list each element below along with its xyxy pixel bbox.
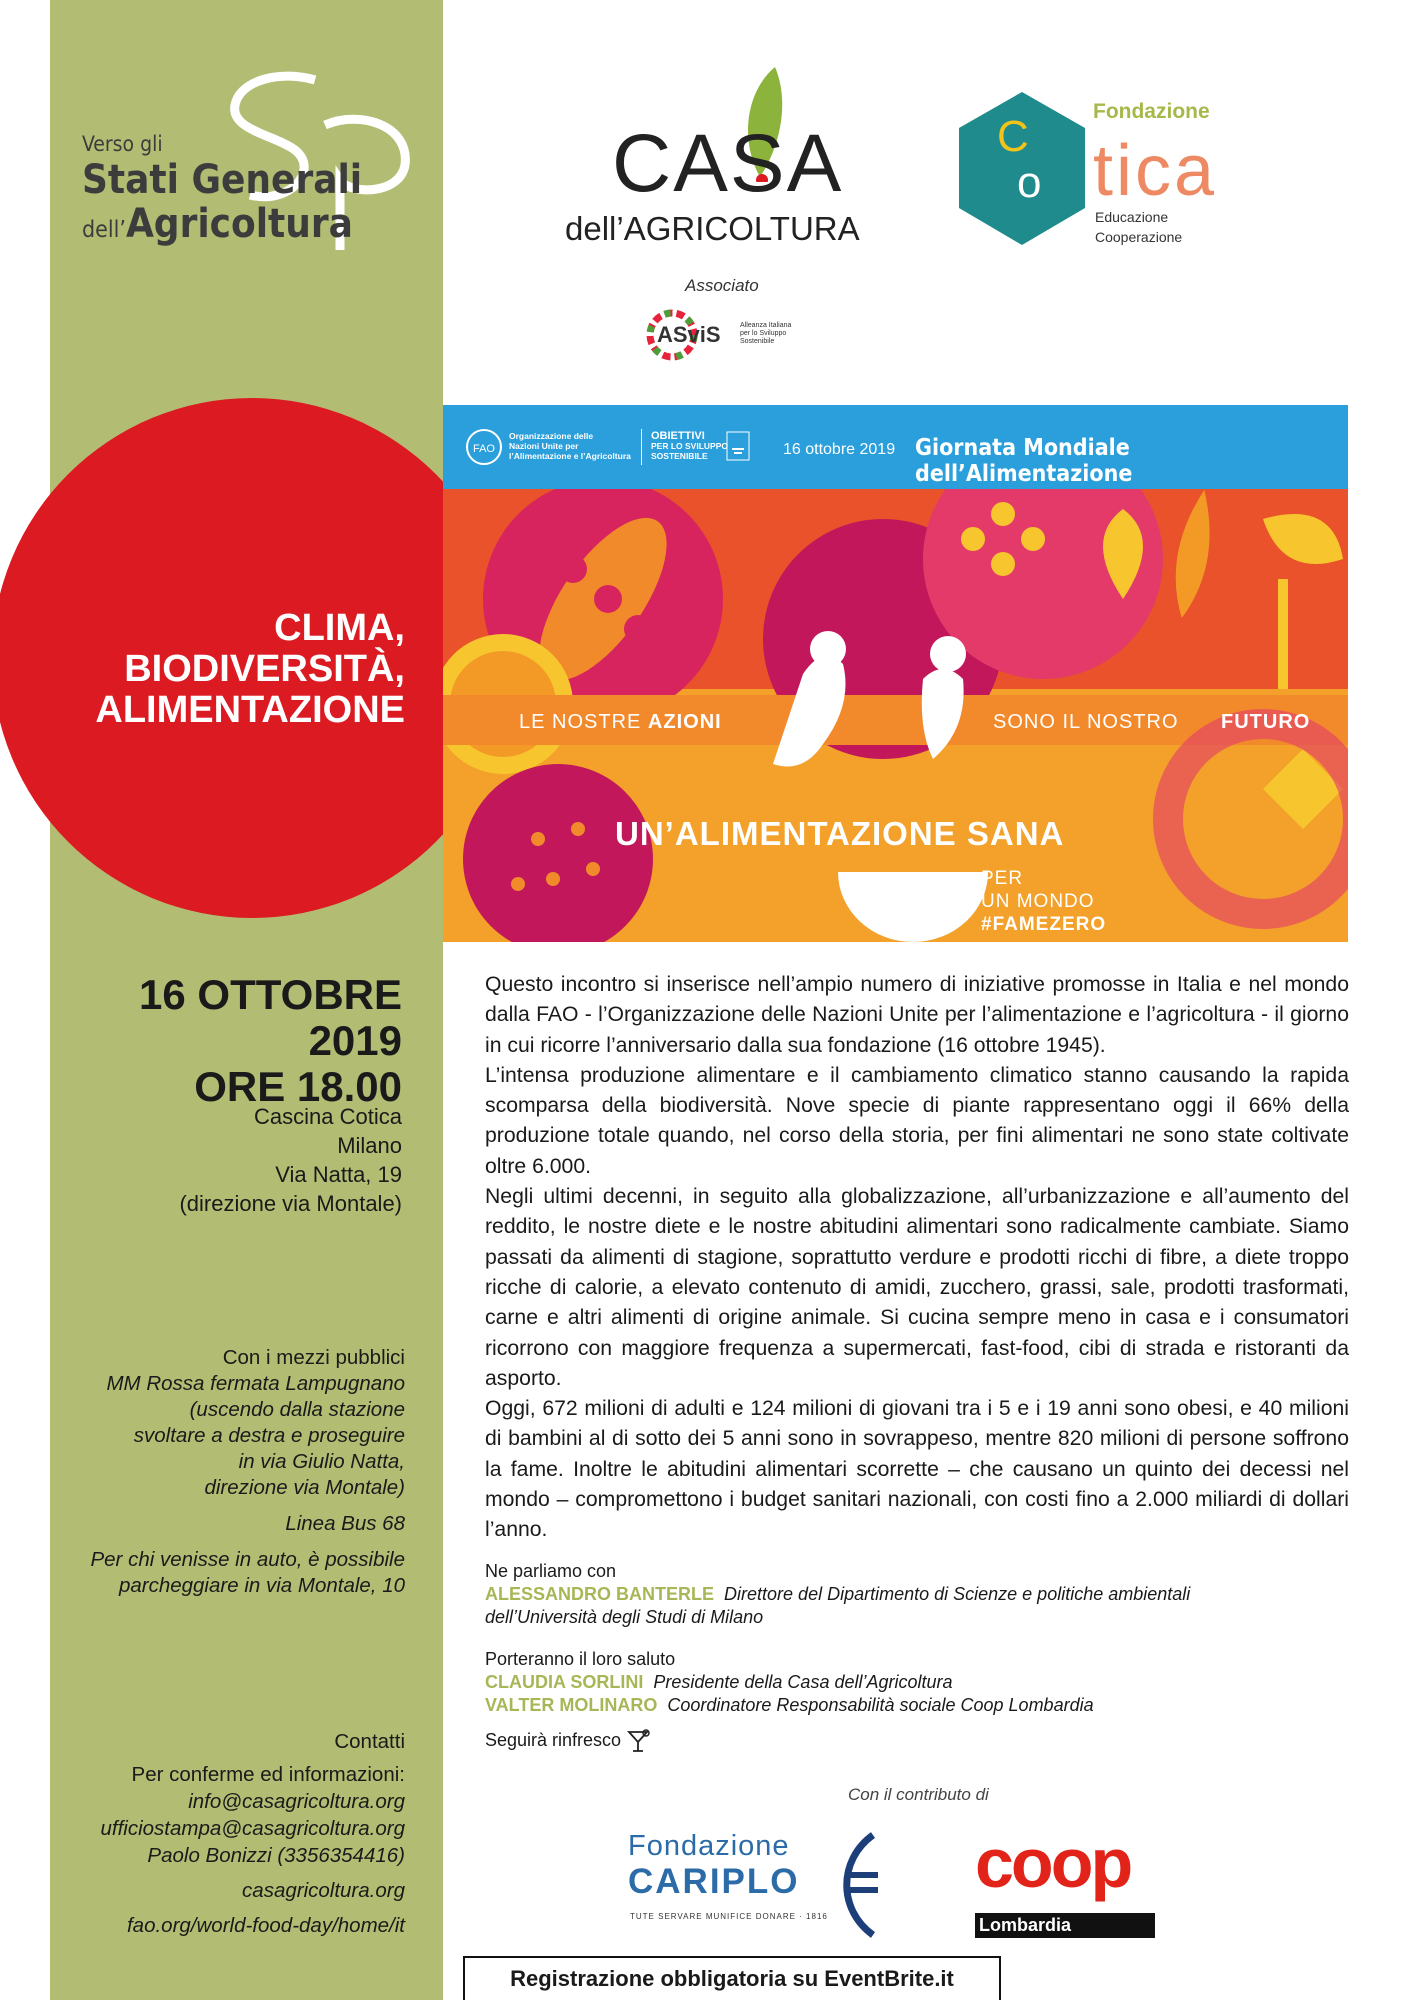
asvis-logo [645,300,800,370]
coop-region: Lombardia [975,1913,1155,1938]
band-left-a: LE NOSTRE [519,711,648,733]
banner-title: Giornata Mondiale dell’Alimentazione [915,435,1133,487]
event-date [60,972,402,1110]
description-paragraph: Questo incontro si inserisce nell’ampio numero di iniziative promosse in Italia e nel mondo dalla FAO - l’Organizzazione delle Nazioni Unite per l’alimentazione e l’agricoltura - il giorno in cui ricorre l’anniversario dalla sua fondazione (16 ottobre 1945). [485,973,1349,1057]
date-line: 2019 [308,1017,402,1064]
speaker-role: dell’Università degli Studi di Milano [485,1607,764,1627]
banner-headline: UN’ALIMENTAZIONE SANA [615,815,1065,852]
sdg-line: OBIETTIVI [651,430,705,442]
sdg2-icon [726,431,750,461]
speaker-1 [485,1583,1345,1606]
venue-line: Milano [337,1133,402,1158]
fao-banner-header [443,405,1348,489]
speaker-name: CLAUDIA SORLINI [485,1672,644,1692]
agricoltura-word: dell’AGRICOLTURA [565,210,860,247]
fao-artwork [443,489,1348,942]
speaker-3 [485,1694,1345,1717]
fao-org-line: Organizzazione delle [509,431,594,441]
title-line: BIODIVERSITÀ, [124,648,405,690]
description-paragraph: Oggi, 672 milioni di adulti e 124 milioni di giovani tra i 5 e i 19 anni sono obesi, e 40 milioni di bambini al di sotto dei 5 anni sono in sovrappeso, mentre 820 milioni di persone soffrono la fame. Inoltre le abitudini alimentari scorrette – che causano un quinto dei decessi nel mondo – compromettono i budget sanitari nazionali, con costi fino a 2.000 miliardi di dollari l’anno. [485,1397,1349,1542]
coop-lombardia-logo [975,1824,1155,1940]
cariplo-motto: TUTE SERVARE MUNIFICE DONARE · 1816 [630,1912,828,1921]
speaker-role: Coordinatore Responsabilità sociale Coop Lombardia [667,1695,1094,1715]
speaker-role: Direttore del Dipartimento di Scienze e politiche ambientali [724,1584,1191,1604]
transport-line: direzione via Montale) [204,1476,405,1499]
venue [60,1102,402,1218]
asvis-sub-line: Alleanza Italiana [740,322,792,329]
cotica-fondazione: Fondazione [1093,100,1210,123]
speaker-name: VALTER MOLINARO [485,1695,658,1715]
phone-contact: Paolo Bonizzi (3356354416) [147,1844,405,1867]
date-line: 16 OTTOBRE [139,971,402,1018]
cotica-sub [1095,207,1182,247]
logo-line2 [82,202,362,252]
venue-line: Cascina Cotica [254,1104,402,1129]
fao-org-line: l’Alimentazione e l’Agricoltura [509,451,631,461]
asvis-sub-line: per lo Sviluppo [740,330,787,337]
banner-per [981,867,1106,936]
header-divider [641,429,642,465]
banner-hashtag: #FAMEZERO [981,914,1107,935]
banner-per-line: PER [981,868,1024,889]
contacts [60,1728,405,1939]
associato-label: Associato [685,276,759,295]
cotica-word: tica [1093,131,1218,211]
venue-line: Via Natta, 19 [275,1162,402,1187]
website-link[interactable]: casagricoltura.org [242,1879,405,1902]
sdg-line: PER LO SVILUPPO [651,441,728,451]
email-link[interactable]: ufficiostampa@casagricoltura.org [100,1817,405,1840]
speakers-intro: Ne parliamo con [485,1561,617,1581]
logo-line1: Stati Generali [82,157,363,203]
car-line: parcheggiare in via Montale, 10 [118,1574,405,1597]
title-line: CLIMA, [274,607,405,649]
coop-word: coop [975,1824,1131,1902]
svg-text:FAO: FAO [472,443,496,455]
cotica-sub-line: Cooperazione [1095,229,1183,245]
transport-line: svoltare a destra e proseguire [133,1424,405,1447]
speaker-role: Presidente della Casa dell’Agricoltura [653,1672,953,1692]
website-link[interactable]: fao.org/world-food-day/home/it [126,1914,405,1937]
fao-emblem-icon [465,428,503,466]
asvis-word: ASviS [657,322,721,347]
logo-line2-main: Agricoltura [125,201,353,247]
asvis-sub [740,322,791,346]
contacts-heading: Contatti [334,1730,405,1753]
cocktail-glass-icon [626,1728,652,1754]
car-line: Per chi venisse in auto, è possibile [90,1548,405,1571]
fondazione-cotica-logo [955,90,1275,260]
time-line: ORE 18.00 [194,1063,402,1110]
stati-generali-logo [82,70,442,270]
speaker-name: ALESSANDRO BANTERLE [485,1584,715,1604]
event-description [485,970,1349,1546]
bus-line: Linea Bus 68 [285,1512,405,1535]
band-left-text [519,711,722,734]
logo-pre-text: Verso gli [82,132,163,156]
sdg-line: SOSTENIBILE [651,451,708,461]
fao-org-line: Nazioni Unite per [509,441,579,451]
refresh-line [485,1728,1345,1754]
asvis-sub-line: Sostenibile [740,338,775,345]
casa-word: CASA [612,118,844,209]
transport-line: (uscendo dalla stazione [189,1398,405,1421]
speaker-2 [485,1671,1345,1694]
email-link[interactable]: info@casagricoltura.org [188,1790,405,1813]
band-right-text: FUTURO [1221,711,1311,733]
cotica-sub-line: Educazione [1095,209,1169,225]
fao-org-name [509,431,631,461]
transport-info [60,1345,405,1599]
contribution-label: Con il contributo di [848,1785,989,1804]
banner-per-line: UN MONDO [981,891,1095,912]
casa-agricoltura-logo [565,62,880,262]
description-paragraph: Negli ultimi decenni, in seguito alla globalizzazione, all’urbanizzazione e all’aumento del reddito, le nostre diete e le nostre abitudini alimentari sono radicalmente cambiate. Siamo passati da alimenti di stagione, soprattutto verdure e prodotti ricchi di fibre, a diete troppo ricche di calorie, a elevato contenuto di amidi, zucchero, grassi, sale, prodotti trasformati, carne e altri alimenti di origine animale. Si cucina sempre meno in casa e i consumatori ricorrono con maggiore frequenza a supermercati, fast-food, cibi di strada e ristoranti da asporto. [485,1185,1349,1390]
transport-line: MM Rossa fermata Lampugnano [106,1372,405,1395]
cotica-o-letter: o [1017,158,1042,207]
banner-date: 16 ottobre 2019 [783,441,896,458]
speakers-section [485,1560,1345,1754]
registration-notice: Registrazione obbligatoria su EventBrite.it [463,1956,1001,2000]
transport-line: in via Giulio Natta, [238,1450,405,1473]
refresh-text: Seguirà rinfresco [485,1729,622,1750]
logo-main-text [82,158,362,252]
cotica-c-letter: C [997,112,1029,161]
transport-heading: Con i mezzi pubblici [222,1346,405,1369]
fao-world-food-day-banner [443,405,1348,942]
event-title [60,608,405,731]
title-line: ALIMENTAZIONE [95,689,405,731]
venue-line: (direzione via Montale) [179,1191,402,1216]
cariplo-word: CARIPLO [628,1862,800,1901]
fondazione-cariplo-logo [628,1830,888,1940]
greetings-intro: Porteranno il loro saluto [485,1649,676,1669]
contacts-intro: Per conferme ed informazioni: [131,1763,405,1786]
description-paragraph: L’intensa produzione alimentare e il cambiamento climatico stanno causando la rapida scomparsa della biodiversità. Nove specie di piante rappresentano oggi il 66% della produzione totale quando, nel corso della storia, per fini alimentari ne sono state coltivate oltre 6.000. [485,1063,1349,1178]
cariplo-fondazione: Fondazione [628,1830,790,1862]
band-mid-text: SONO IL NOSTRO [993,711,1179,733]
cariplo-emblem-icon [833,1830,883,1940]
logo-line2-small: dell’ [82,217,126,243]
band-left-b: AZIONI [647,711,722,733]
sdg-label [651,431,728,461]
